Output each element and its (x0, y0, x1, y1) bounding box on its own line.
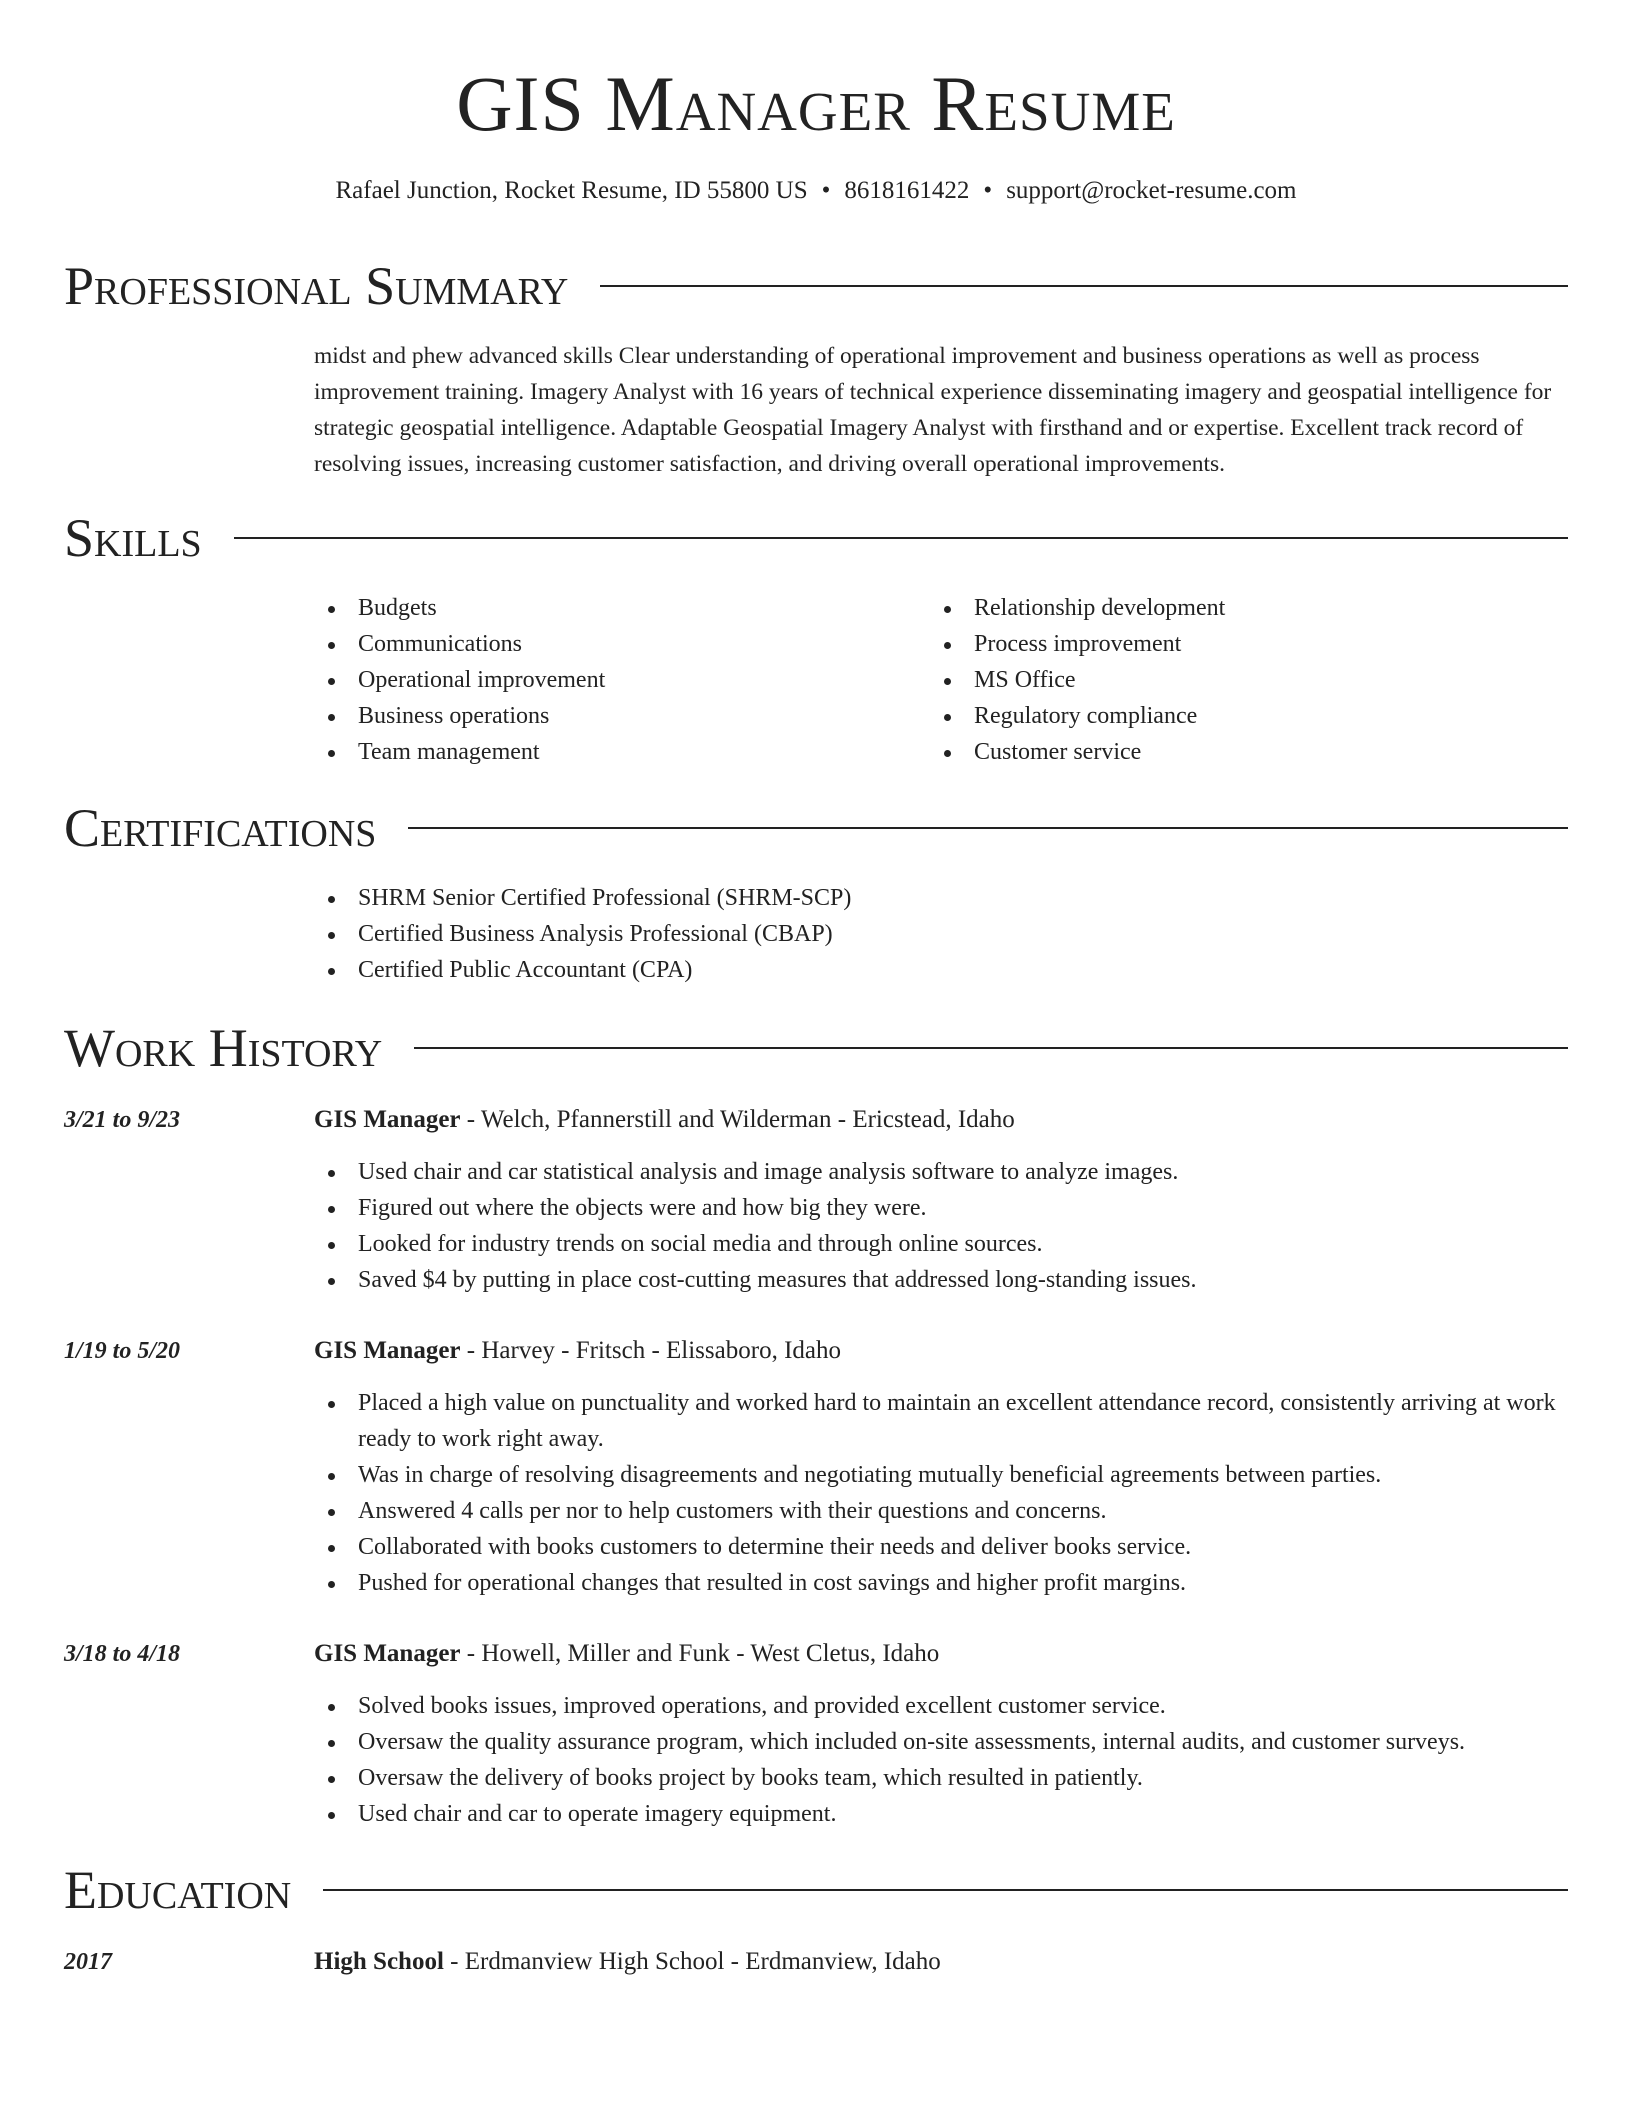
contact-phone: 8618161422 (844, 177, 970, 204)
skill-item: Relationship development (930, 590, 1530, 626)
job-title: GIS Manager (314, 1106, 461, 1133)
job-title: GIS Manager (314, 1337, 461, 1364)
skill-item: Customer service (930, 734, 1530, 770)
section-header-certifications (64, 798, 1568, 858)
certification-item: Certified Public Accountant (CPA) (314, 952, 1564, 988)
section-title-certifications: Certifications (64, 798, 377, 858)
skill-item: Communications (314, 626, 914, 662)
job-employer: - Harvey - Fritsch - Elissaboro, Idaho (460, 1337, 841, 1364)
skill-item: Business operations (314, 698, 914, 734)
section-title-summary: Professional Summary (64, 256, 569, 316)
job-heading (314, 1636, 939, 1672)
certification-item: SHRM Senior Certified Professional (SHRM-SCP) (314, 880, 1564, 916)
skill-item: Process improvement (930, 626, 1530, 662)
job-bullet: Oversaw the delivery of books project by books team, which resulted in patiently. (314, 1760, 1564, 1796)
skills-list-left (314, 590, 914, 770)
section-divider (600, 285, 1568, 287)
education-heading (314, 1944, 941, 1980)
contact-email[interactable]: support@rocket-resume.com (1006, 177, 1297, 204)
skill-item: Operational improvement (314, 662, 914, 698)
resume-title: GIS Manager Resume (456, 60, 1176, 147)
contact-line (0, 176, 1632, 206)
section-header-education (64, 1860, 1568, 1920)
education-year: 2017 (64, 1949, 112, 1975)
section-divider (408, 827, 1568, 829)
job-bullets (314, 1385, 1564, 1601)
contact-separator: • (983, 177, 993, 204)
contact-separator: • (821, 177, 831, 204)
contact-address: Rafael Junction, Rocket Resume, ID 55800 US (335, 177, 808, 204)
job-bullet: Solved books issues, improved operations, and provided excellent customer service. (314, 1688, 1564, 1724)
section-header-work-history (64, 1018, 1568, 1078)
job-dates: 1/19 to 5/20 (64, 1338, 181, 1364)
job-bullet: Figured out where the objects were and how big they were. (314, 1190, 1564, 1226)
job-bullets (314, 1688, 1564, 1832)
job-bullet: Placed a high value on punctuality and worked hard to maintain an excellent attendance record, consistently arriving at work ready to work right away. (314, 1385, 1564, 1457)
section-title-education: Education (64, 1860, 292, 1920)
skill-item: Budgets (314, 590, 914, 626)
job-employer: - Howell, Miller and Funk - West Cletus, Idaho (460, 1640, 940, 1667)
job-bullet: Collaborated with books customers to determine their needs and deliver books service. (314, 1529, 1564, 1565)
skills-list-right (930, 590, 1530, 770)
job-bullet: Saved $4 by putting in place cost-cutting measures that addressed long-standing issues. (314, 1262, 1564, 1298)
job-bullet: Looked for industry trends on social media and through online sources. (314, 1226, 1564, 1262)
job-bullet: Used chair and car to operate imagery equipment. (314, 1796, 1564, 1832)
education-school: - Erdmanview High School - Erdmanview, Idaho (443, 1948, 941, 1975)
certification-item: Certified Business Analysis Professional (CBAP) (314, 916, 1564, 952)
job-bullet: Pushed for operational changes that resulted in cost savings and higher profit margins. (314, 1565, 1564, 1601)
skill-item: MS Office (930, 662, 1530, 698)
job-bullet: Oversaw the quality assurance program, which included on-site assessments, internal audits, and customer surveys. (314, 1724, 1564, 1760)
summary-text: midst and phew advanced skills Clear understanding of operational improvement and business operations as well as process improvement training. Imagery Analyst with 16 years of technical experience disseminating imagery and geospatial intelligence for strategic geospatial intelligence. Adaptable Geospatial Imagery Analyst with firsthand and or expertise. Excellent track record of resolving issues, increasing customer satisfaction, and driving overall operational improvements. (314, 343, 1552, 477)
section-divider (323, 1889, 1568, 1891)
section-divider (234, 537, 1568, 539)
job-bullets (314, 1154, 1564, 1298)
job-title: GIS Manager (314, 1640, 461, 1667)
section-title-skills: Skills (64, 508, 202, 568)
job-bullet: Was in charge of resolving disagreements and negotiating mutually beneficial agreements between parties. (314, 1457, 1564, 1493)
job-dates: 3/21 to 9/23 (64, 1107, 181, 1133)
section-divider (414, 1047, 1568, 1049)
job-heading (314, 1333, 841, 1369)
job-dates: 3/18 to 4/18 (64, 1641, 181, 1667)
job-bullet: Used chair and car statistical analysis and image analysis software to analyze images. (314, 1154, 1564, 1190)
section-title-work-history: Work History (64, 1018, 383, 1078)
skill-item: Regulatory compliance (930, 698, 1530, 734)
skill-item: Team management (314, 734, 914, 770)
section-header-skills (64, 508, 1568, 568)
job-employer: - Welch, Pfannerstill and Wilderman - Ericstead, Idaho (460, 1106, 1015, 1133)
job-bullet: Answered 4 calls per nor to help customers with their questions and concerns. (314, 1493, 1564, 1529)
education-degree: High School (314, 1948, 444, 1975)
job-heading (314, 1102, 1015, 1138)
certifications-list (314, 880, 1564, 988)
section-header-summary (64, 256, 1568, 316)
